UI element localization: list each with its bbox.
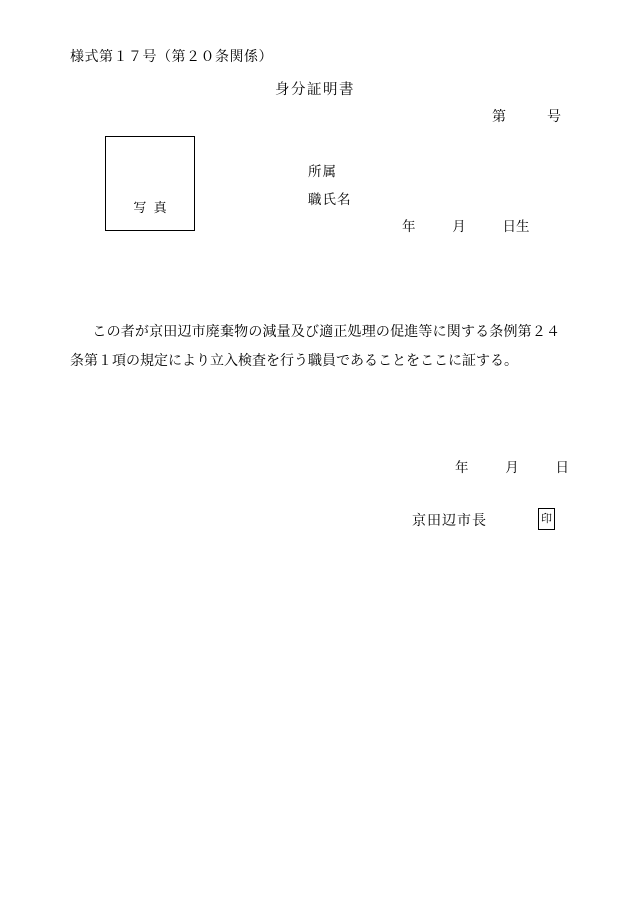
document-title: 身分証明書 <box>275 82 355 98</box>
title-name-label: 職氏名 <box>308 192 352 207</box>
issue-date-line <box>455 456 569 476</box>
number-suffix-label: 号 <box>547 110 561 125</box>
photo-label: 写 真 <box>133 200 169 215</box>
birth-month-label: 月 <box>452 219 466 234</box>
number-prefix-label: 第 <box>492 110 506 125</box>
photo-box <box>105 136 195 231</box>
seal-icon: 印 <box>538 508 555 530</box>
certificate-body-text: この者が京田辺市廃棄物の減量及び適正処理の促進等に関する条例第２４条第１項の規定により立入検査を行う職員であることをここに証する。 <box>70 325 560 369</box>
certificate-number-line <box>492 106 561 126</box>
form-number: 様式第１７号（第２０条関係） <box>70 50 273 65</box>
birth-day-label: 日生 <box>502 219 530 234</box>
birth-date-line <box>402 215 530 235</box>
issue-year-label: 年 <box>455 460 469 475</box>
issue-month-label: 月 <box>505 460 519 475</box>
issue-day-label: 日 <box>555 460 569 475</box>
affiliation-label: 所属 <box>308 164 337 179</box>
birth-year-label: 年 <box>402 219 416 234</box>
signer-name: 京田辺市長 <box>412 514 487 529</box>
